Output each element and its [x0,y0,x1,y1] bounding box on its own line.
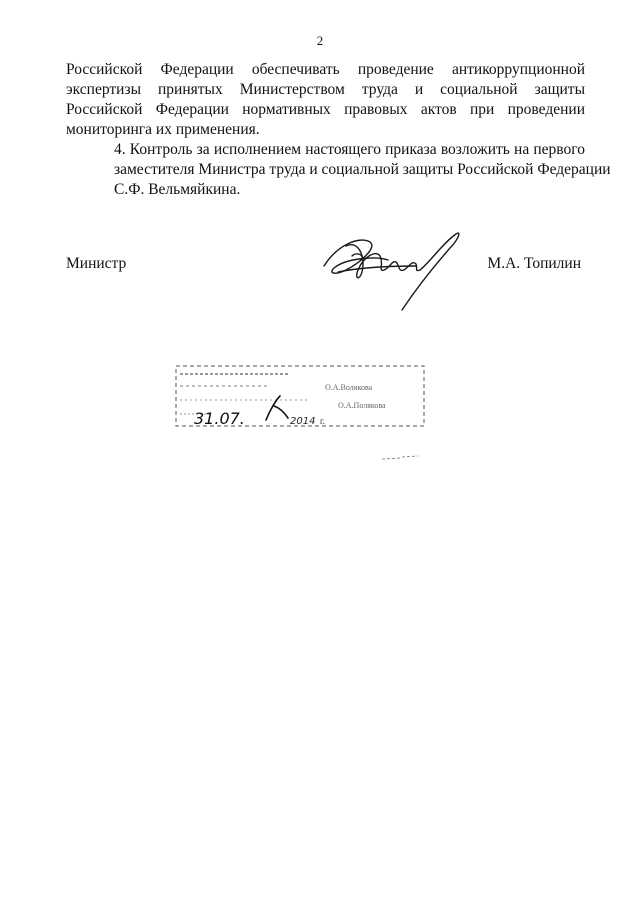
minister-title: Министр [66,255,127,272]
stamp-date: 31.07. [194,409,245,428]
text-line: экспертизы принятых Министерством труда и социальной защиты [66,81,585,98]
stamp-initials [266,396,288,420]
page-number: 2 [316,33,324,48]
stamp-mark [380,450,420,460]
text-line: Российской Федерации нормативных правовых актов при проведении [66,101,585,118]
text-line: мониторинга их применения. [66,121,260,138]
paragraph-control [66,140,611,200]
text-line: Российской Федерации обеспечивать проведение антикоррупционной [66,61,585,78]
copy-certification-stamp [170,362,428,432]
handwritten-signature [318,226,468,316]
stamp-year-suffix: г. [320,416,325,426]
text-line: С.Ф. Вельмяйкина. [114,181,241,198]
document-body [66,60,611,200]
text-line: 4. Контроль за исполнением настоящего приказа возложить на первого [114,141,585,158]
stamp-name-2: О.А.Полякова [338,401,386,410]
signature-graphic [318,226,468,316]
stamp-year: 2014 [290,416,316,427]
stamp-graphic [170,362,428,432]
paragraph-anticorruption [66,60,585,140]
minister-name: М.А. Топилин [487,255,581,272]
stamp-name-1: О.А.Волякова [325,383,373,392]
text-line: заместителя Министра труда и социальной защиты Российской Федерации [114,161,611,178]
